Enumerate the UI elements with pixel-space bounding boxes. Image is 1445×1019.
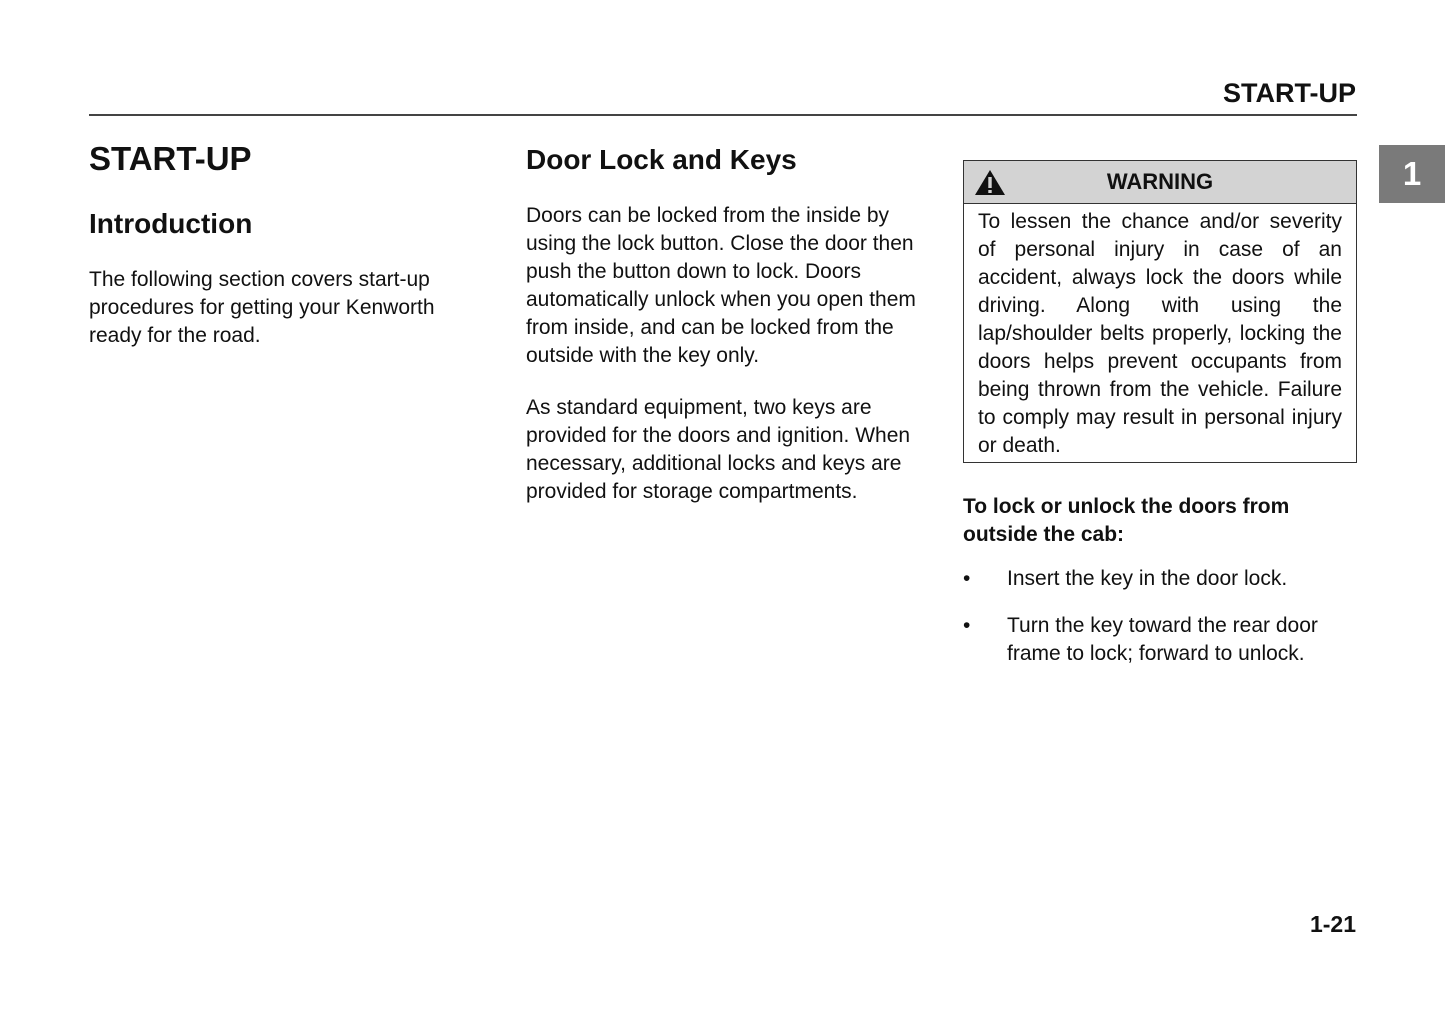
bullet-icon: •: [963, 567, 971, 590]
bullet-icon: •: [963, 614, 971, 637]
door-lock-paragraph-1: Doors can be locked from the inside by using the lock button. Close the door then push the button down to lock. Doors automatically unlock when you open them from inside, and can be locked from the outside with the key only.: [526, 204, 916, 367]
section-heading-door-lock: Door Lock and Keys: [526, 144, 797, 175]
chapter-tab: 1: [1379, 145, 1445, 203]
warning-box: [963, 160, 1357, 463]
lock-instructions-list: [963, 565, 1357, 668]
column-warning: [963, 160, 1357, 687]
list-item: • Insert the key in the door lock.: [963, 565, 1357, 593]
header-rule: [89, 114, 1357, 116]
section-heading-introduction: Introduction: [89, 208, 253, 239]
warning-header: [964, 161, 1356, 204]
column-door-lock: [526, 142, 926, 530]
lock-instructions-heading: To lock or unlock the doors from outside the cab:: [963, 495, 1290, 546]
column-introduction: [89, 138, 489, 374]
page-number: 1-21: [1309, 911, 1356, 937]
running-header-title: START-UP: [1223, 78, 1356, 108]
intro-paragraph: The following section covers start-up procedures for getting your Kenworth ready for the road.: [89, 268, 435, 347]
warning-title: WARNING: [1106, 169, 1214, 194]
page-title: START-UP: [89, 140, 252, 177]
warning-triangle-icon: [974, 169, 1006, 202]
door-lock-paragraph-2: As standard equipment, two keys are provided for the doors and ignition. When necessary, additional locks and keys are provided for storage compartments.: [526, 396, 911, 503]
warning-text: To lessen the chance and/or severity of personal injury in case of an accident, always lock the doors while driving. Along with using the lap/shoulder belts properly, locking the doors helps prevent occupants from being thrown from the vehicle. Failure to comply may result in personal injury or death.: [978, 210, 1342, 457]
list-item: • Turn the key toward the rear door frame to lock; forward to unlock.: [963, 614, 1318, 665]
